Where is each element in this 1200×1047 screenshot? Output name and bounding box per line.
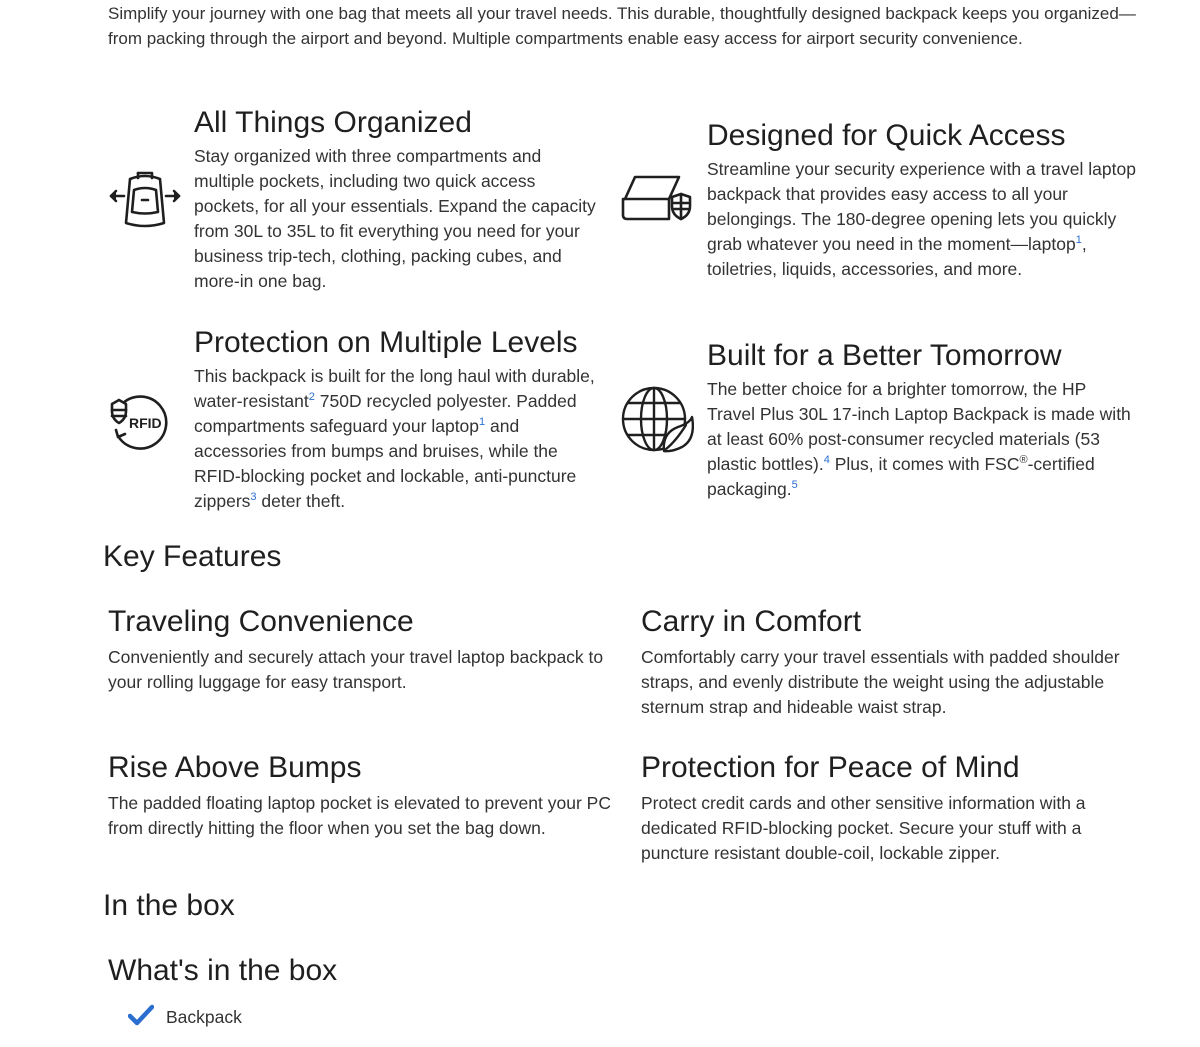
key-feature-protection-for-peace-of-mind	[641, 751, 1131, 866]
laptop-shield-icon	[620, 163, 694, 234]
key-feature-rise-above-bumps	[108, 751, 623, 841]
in-the-box-heading: In the box	[103, 889, 235, 922]
key-feature-title: Protection for Peace of Mind	[641, 751, 1020, 784]
feature-description: Streamline your security experience with a travel laptop backpack that provides easy access to all your belongings. The 180-degree opening lets you quickly grab whatever you need in the moment—laptop$^1$, toiletries, liquids, accessories, and more.	[707, 159, 1136, 279]
feature-title: Designed for Quick Access	[707, 119, 1066, 152]
footnote-link[interactable]: 3	[250, 491, 257, 504]
key-feature-description: The padded floating laptop pocket is elevated to prevent your PC from directly hitting the floor when you set the bag down.	[108, 793, 611, 838]
footnote-link[interactable]: 1	[479, 416, 486, 429]
footnote-link[interactable]: 2	[308, 391, 315, 404]
whats-in-the-box-heading: What's in the box	[108, 954, 338, 987]
key-feature-description: Protect credit cards and other sensitive information with a dedicated RFID-blocking pocket. Secure your stuff with a puncture resistant double-coil, lockable zipper.	[641, 793, 1086, 863]
intro-paragraph: Simplify your journey with one bag that meets all your travel needs. This durable, thoughtfully designed backpack keeps you organized—from packing through the airport and beyond. Multiple compartments enable easy access for airport security convenience.	[108, 4, 1136, 48]
globe-leaf-icon	[620, 383, 694, 462]
key-feature-description: Conveniently and securely attach your travel laptop backpack to your rolling luggage for easy transport.	[108, 647, 604, 692]
feature-title: All Things Organized	[194, 106, 472, 139]
feature-title: Built for a Better Tomorrow	[707, 339, 1062, 372]
key-feature-title: Carry in Comfort	[641, 605, 862, 638]
key-feature-title: Traveling Convenience	[108, 605, 414, 638]
checkmark-icon	[128, 1004, 154, 1031]
feature-description: The better choice for a brighter tomorrow, the HP Travel Plus 30L 17-inch Laptop Backpack is made with at least 60% post-consumer recycled materials (53 plastic bottles).$^4$ Plus, it comes with FSC®-certified packaging.$^5$	[707, 379, 1131, 499]
key-feature-description: Comfortably carry your travel essentials with padded shoulder straps, and evenly distribute the weight using the adjustable sternum strap and hideable waist strap.	[641, 647, 1120, 717]
backpack-icon	[108, 166, 182, 237]
footnote-link[interactable]: 4	[823, 454, 830, 467]
key-features-heading: Key Features	[103, 540, 282, 573]
footnote-link[interactable]: 5	[791, 479, 798, 492]
box-list-item	[128, 1004, 242, 1030]
footnote-link[interactable]: 1	[1075, 234, 1082, 247]
rfid-icon	[108, 390, 182, 455]
feature-description: This backpack is built for the long haul with durable, water-resistant$^2$ 750D recycled polyester. Padded compartments safeguard your laptop$^1$ and accessories from bumps and bruises, while the RFID-blocking pocket and lockable, anti-puncture zippers$^3$ deter theft.	[194, 366, 595, 511]
rfid-icon-text: RFID	[129, 415, 162, 431]
registered-mark: ®	[1019, 454, 1028, 467]
box-item-label: Backpack	[166, 1006, 242, 1027]
feature-description: Stay organized with three compartments and multiple pockets, including two quick access pockets, for all your essentials. Expand the capacity from 30L to 35L to fit everything you need for your business trip-tech, clothing, packing cubes, and more-in one bag.	[194, 146, 596, 291]
feature-title: Protection on Multiple Levels	[194, 326, 578, 359]
key-feature-traveling-convenience	[108, 605, 623, 695]
key-feature-title: Rise Above Bumps	[108, 751, 362, 784]
key-feature-carry-in-comfort	[641, 605, 1156, 720]
